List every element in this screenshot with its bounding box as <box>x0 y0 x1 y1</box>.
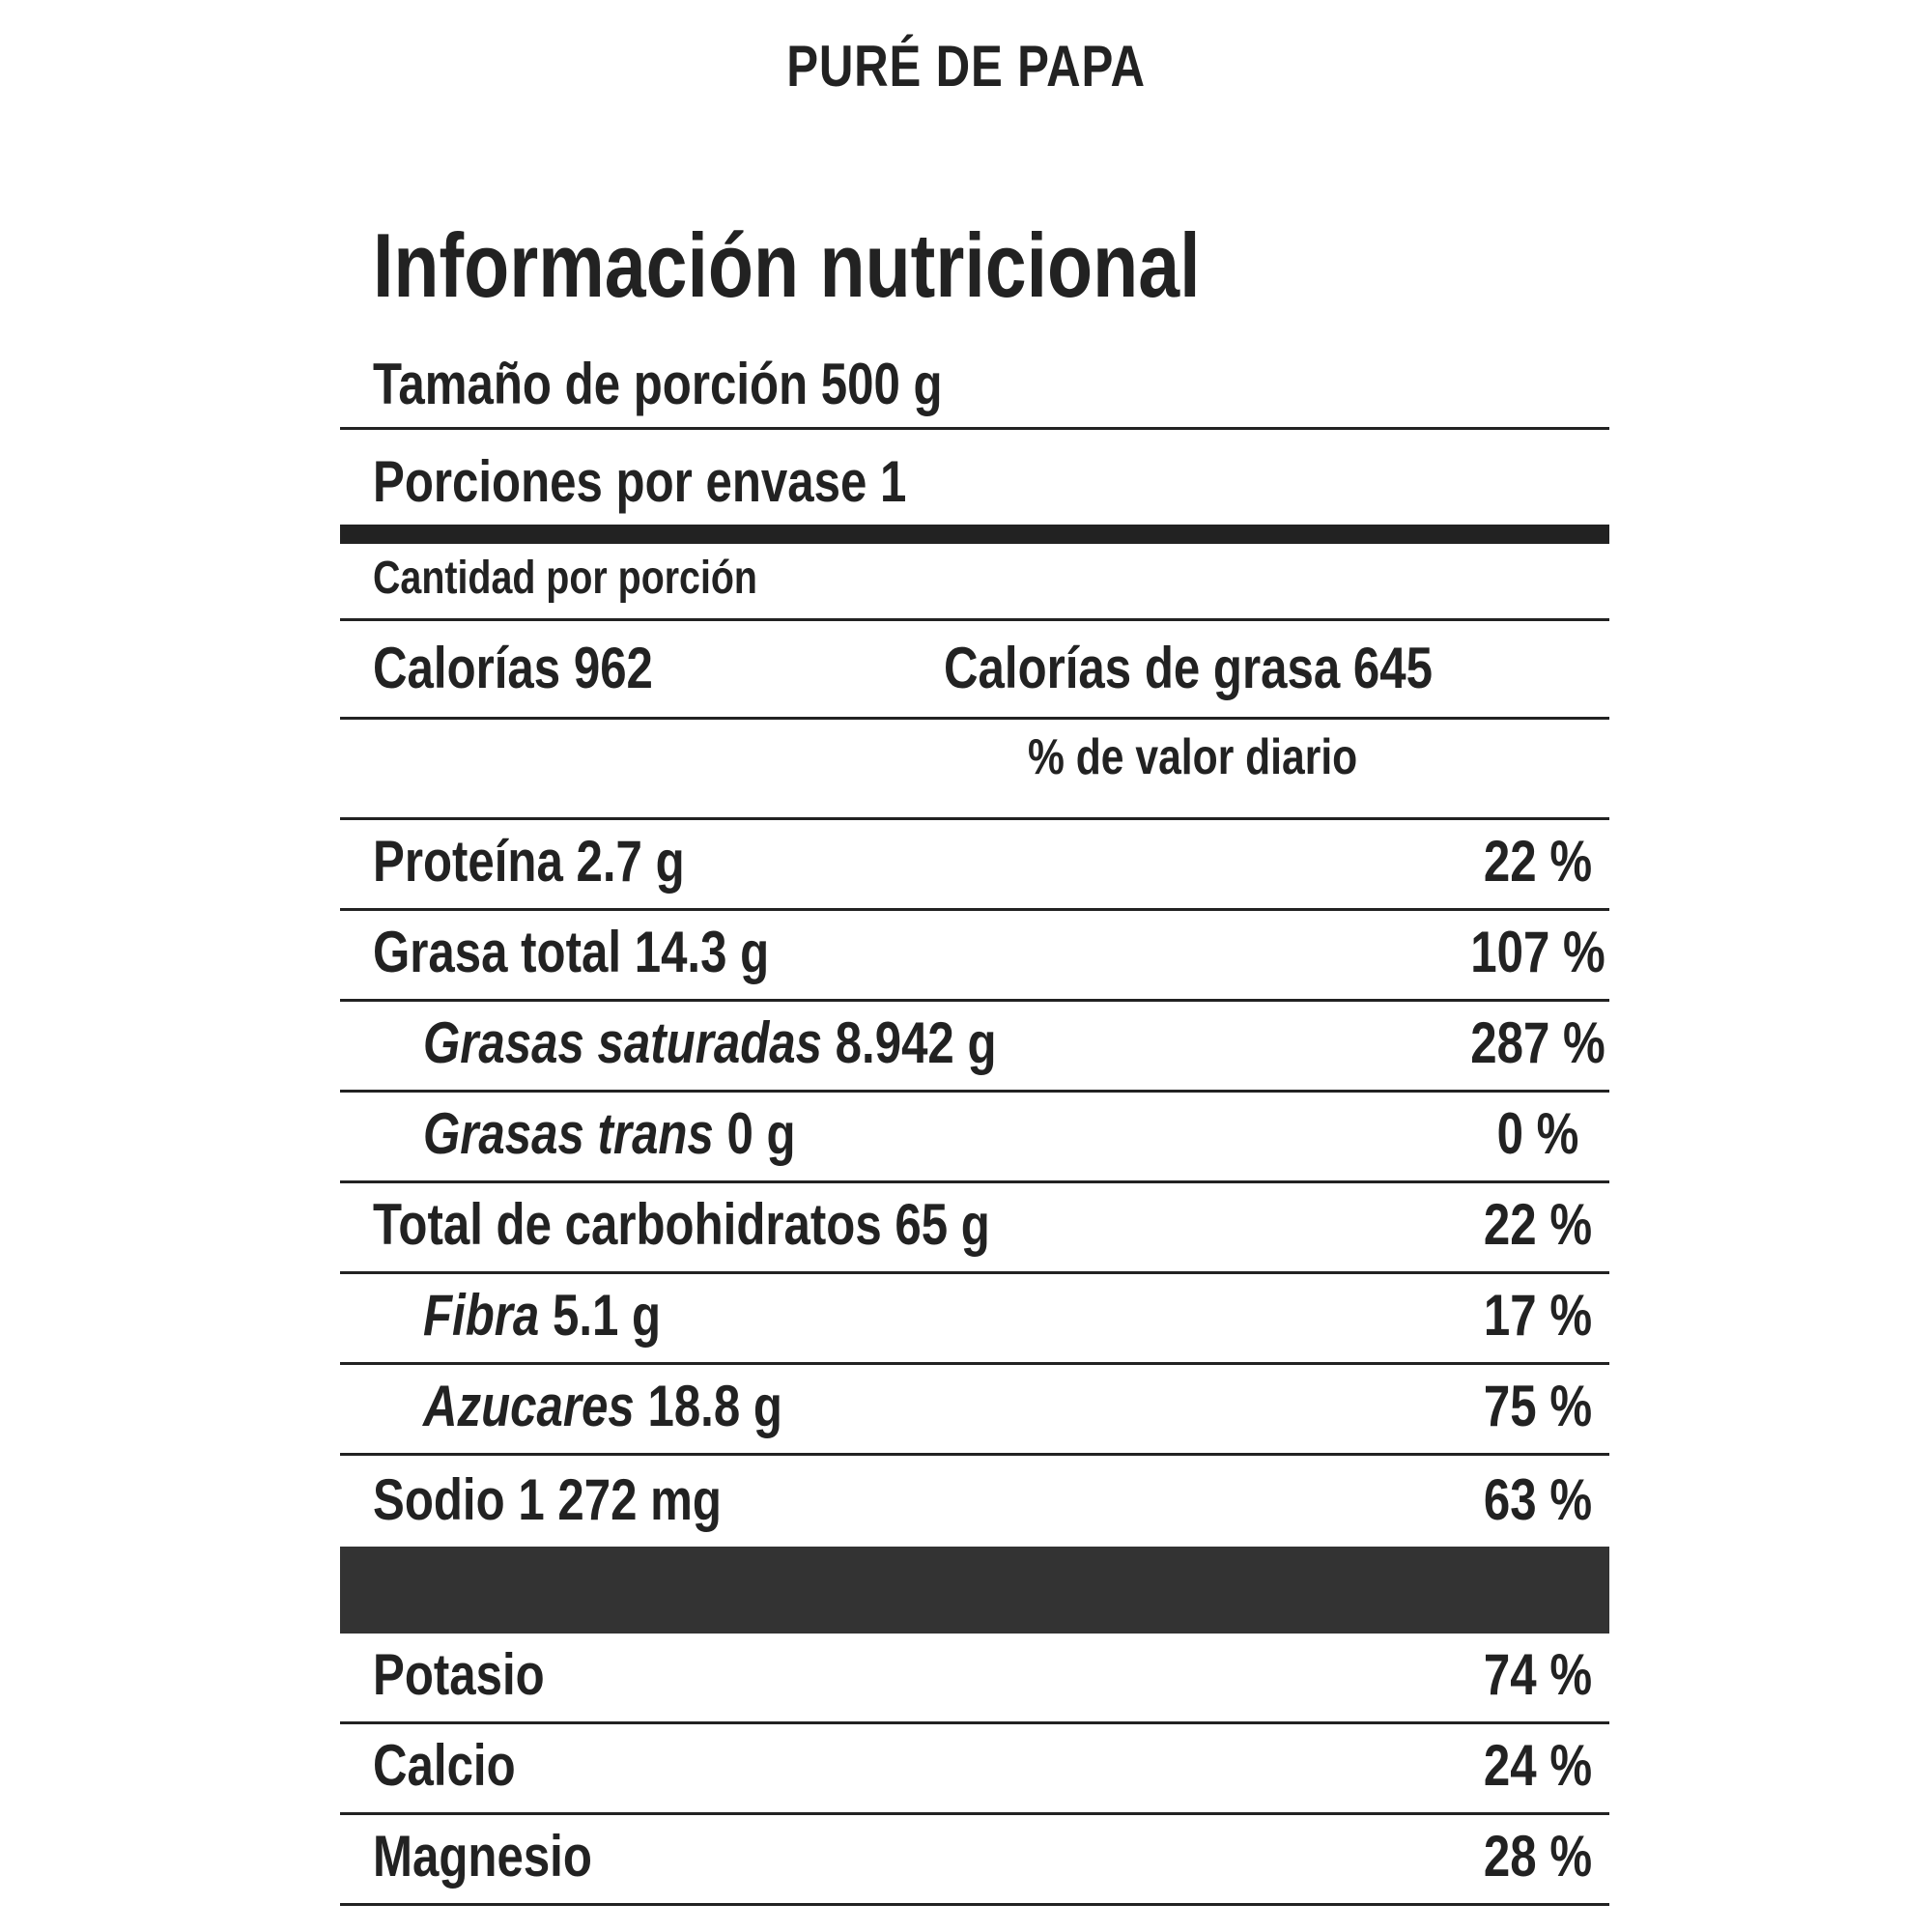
mineral-row-potassium <box>340 1634 1609 1724</box>
nutrient-name: Grasas saturadas <box>423 1010 822 1075</box>
mineral-name: Calcio <box>373 1733 516 1798</box>
label-heading: Información nutricional <box>373 214 1201 316</box>
nutrient-row-total-fat <box>340 911 1609 1002</box>
nutrient-label <box>423 1282 661 1349</box>
nutrition-facts-label <box>340 214 1609 1906</box>
nutrient-label <box>423 1100 796 1167</box>
mineral-name: Potasio <box>373 1642 545 1707</box>
nutrient-label <box>423 1009 997 1076</box>
servings-row <box>340 430 1609 525</box>
nutrient-daily-value: 22 % <box>1483 1192 1593 1257</box>
nutrient-label <box>373 919 769 985</box>
mineral-daily-value: 24 % <box>1483 1733 1593 1798</box>
calories-from-fat: Calorías de grasa 645 <box>944 636 1433 700</box>
nutrient-amount: 5.1 g <box>552 1283 662 1348</box>
mineral-row-calcium <box>340 1724 1609 1815</box>
servings-per-container: Porciones por envase 1 <box>373 449 907 514</box>
label-heading-row <box>340 214 1609 322</box>
nutrient-label <box>423 1373 782 1439</box>
calories: Calorías 962 <box>373 636 653 700</box>
nutrient-row-saturated-fat <box>340 1002 1609 1093</box>
nutrient-amount: 14.3 g <box>634 920 770 984</box>
thick-divider <box>340 525 1609 544</box>
nutrient-amount: 65 g <box>895 1192 990 1257</box>
product-title: PURÉ DE PAPA <box>786 34 1146 99</box>
serving-size-row <box>340 322 1609 430</box>
nutrient-amount: 18.8 g <box>647 1374 782 1438</box>
nutrient-daily-value: 63 % <box>1483 1467 1593 1532</box>
calories-row <box>340 621 1609 720</box>
nutrient-name: Fibra <box>423 1283 540 1348</box>
nutrient-daily-value: 0 % <box>1496 1101 1579 1166</box>
nutrient-name: Grasa total <box>373 920 622 984</box>
nutrient-name: Azucares <box>423 1374 635 1438</box>
nutrient-daily-value: 17 % <box>1483 1283 1593 1348</box>
amount-per-serving: Cantidad por porción <box>373 553 757 604</box>
mineral-name: Magnesio <box>373 1824 592 1889</box>
nutrient-daily-value: 107 % <box>1470 920 1605 984</box>
nutrient-daily-value: 75 % <box>1483 1374 1593 1438</box>
mineral-daily-value: 74 % <box>1483 1642 1593 1707</box>
mineral-row-magnesium <box>340 1815 1609 1906</box>
daily-value-header: % de valor diario <box>1028 729 1358 785</box>
nutrient-amount: 8.942 g <box>835 1010 997 1075</box>
nutrient-row-trans-fat <box>340 1093 1609 1183</box>
nutrient-daily-value: 22 % <box>1483 829 1593 894</box>
nutrient-row-sugars <box>340 1365 1609 1456</box>
amount-per-serving-row <box>340 544 1609 621</box>
serving-size: Tamaño de porción 500 g <box>373 352 943 416</box>
thick-separator-bar <box>340 1547 1609 1634</box>
nutrient-row-fiber <box>340 1274 1609 1365</box>
nutrient-amount: 2.7 g <box>576 829 685 894</box>
nutrient-row-sodium <box>340 1456 1609 1547</box>
nutrient-name: Grasas trans <box>423 1101 714 1166</box>
nutrient-name: Total de carbohidratos <box>373 1192 882 1257</box>
nutrient-name: Sodio <box>373 1467 505 1532</box>
nutrient-amount: 0 g <box>726 1101 796 1166</box>
nutrient-amount: 1 272 mg <box>518 1467 722 1532</box>
nutrient-name: Proteína <box>373 829 563 894</box>
nutrient-row-carbohydrates <box>340 1183 1609 1274</box>
nutrient-label <box>373 1191 990 1258</box>
nutrient-row-protein <box>340 820 1609 911</box>
nutrient-daily-value: 287 % <box>1470 1010 1605 1075</box>
mineral-daily-value: 28 % <box>1483 1824 1593 1889</box>
nutrient-label <box>373 1466 722 1533</box>
nutrient-label <box>373 828 685 895</box>
daily-value-header-row <box>340 720 1609 820</box>
